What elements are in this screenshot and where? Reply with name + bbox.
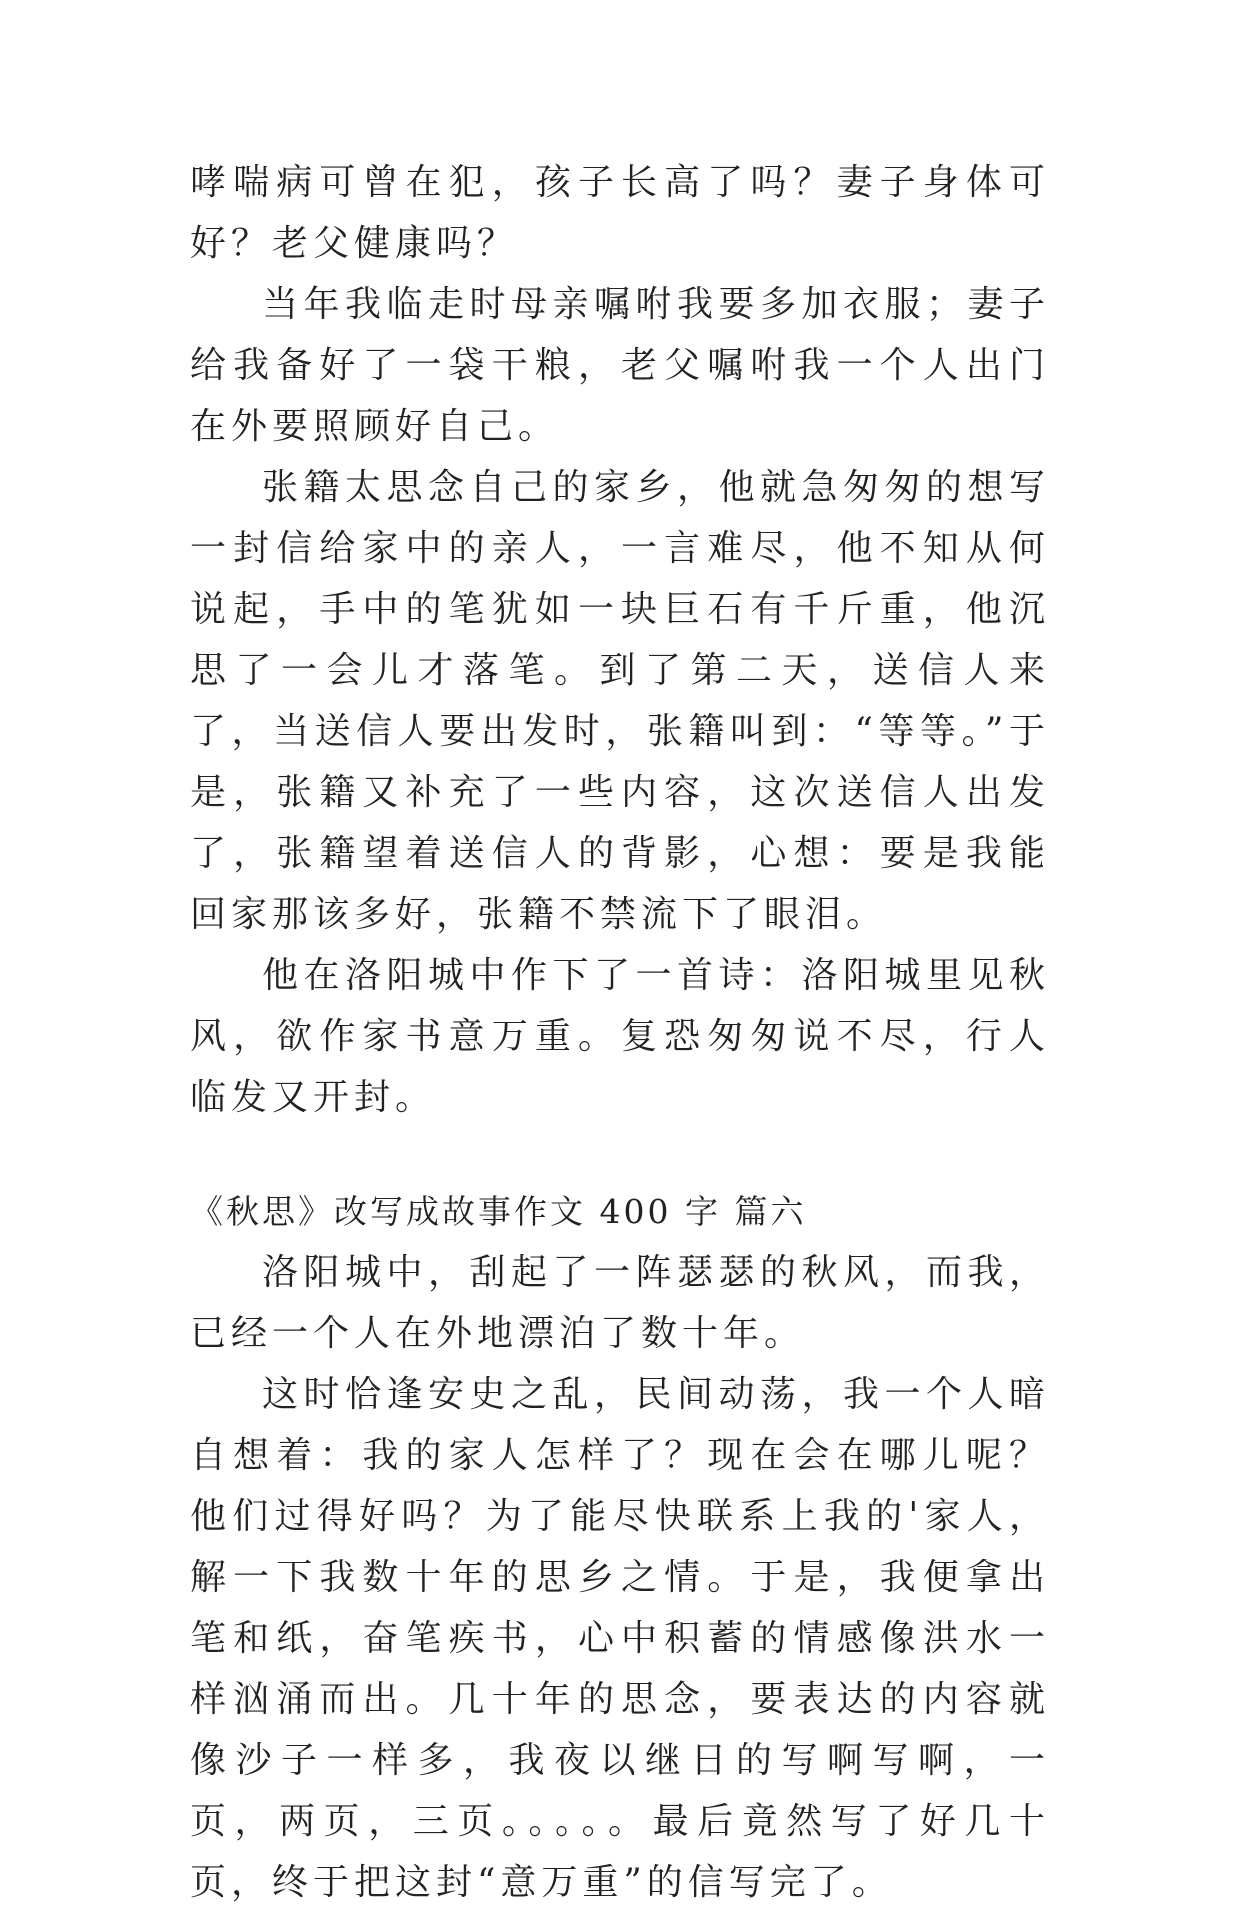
- document-body: [190, 152, 1050, 1913]
- paragraph-zhang-ji-letter: 张籍太思念自己的家乡，他就急匆匆的想写一封信给家中的亲人，一言难尽，他不知从何说起，手中的笔犹如一块巨石有千斤重，他沉思了一会儿才落笔。到了第二天，送信人来了，当送信人要出发时，张籍叫到：“等等。”于是，张籍又补充了一些内容，这次送信人出发了，张籍望着送信人的背影，心想：要是我能回家那该多好，张籍不禁流下了眼泪。: [190, 467, 1050, 935]
- paragraph-writing-letter: 这时恰逢安史之乱，民间动荡，我一个人暗自想着：我的家人怎样了？现在会在哪儿呢？他们过得好吗？为了能尽快联系上我的'家人，解一下我数十年的思乡之情。于是，我便拿出笔和纸，奋笔疾书，心中积蓄的情感像洪水一样汹涌而出。几十年的思念，要表达的内容就像沙子一样多，我夜以继日的写啊写啊，一页，两页，三页。。。。。最后竟然写了好几十页，终于把这封“意万重”的信写完了。: [190, 1374, 1050, 1903]
- paragraph-autumn-wind: 洛阳城中，刮起了一阵瑟瑟的秋风，而我，已经一个人在外地漂泊了数十年。: [190, 1252, 1050, 1354]
- paragraph-farewell: 当年我临走时母亲嘱咐我要多加衣服；妻子给我备好了一袋干粮，老父嘱咐我一个人出门在外要照顾好自己。: [190, 284, 1050, 447]
- section-heading: 《秋思》改写成故事作文 400 字 篇六: [190, 1192, 807, 1231]
- paragraph-poem: 他在洛阳城中作下了一首诗：洛阳城里见秋风，欲作家书意万重。复恐匆匆说不尽，行人临发又开封。: [190, 955, 1050, 1118]
- paragraph-continued: 哮喘病可曾在犯，孩子长高了吗？妻子身体可好？老父健康吗？: [190, 162, 1050, 264]
